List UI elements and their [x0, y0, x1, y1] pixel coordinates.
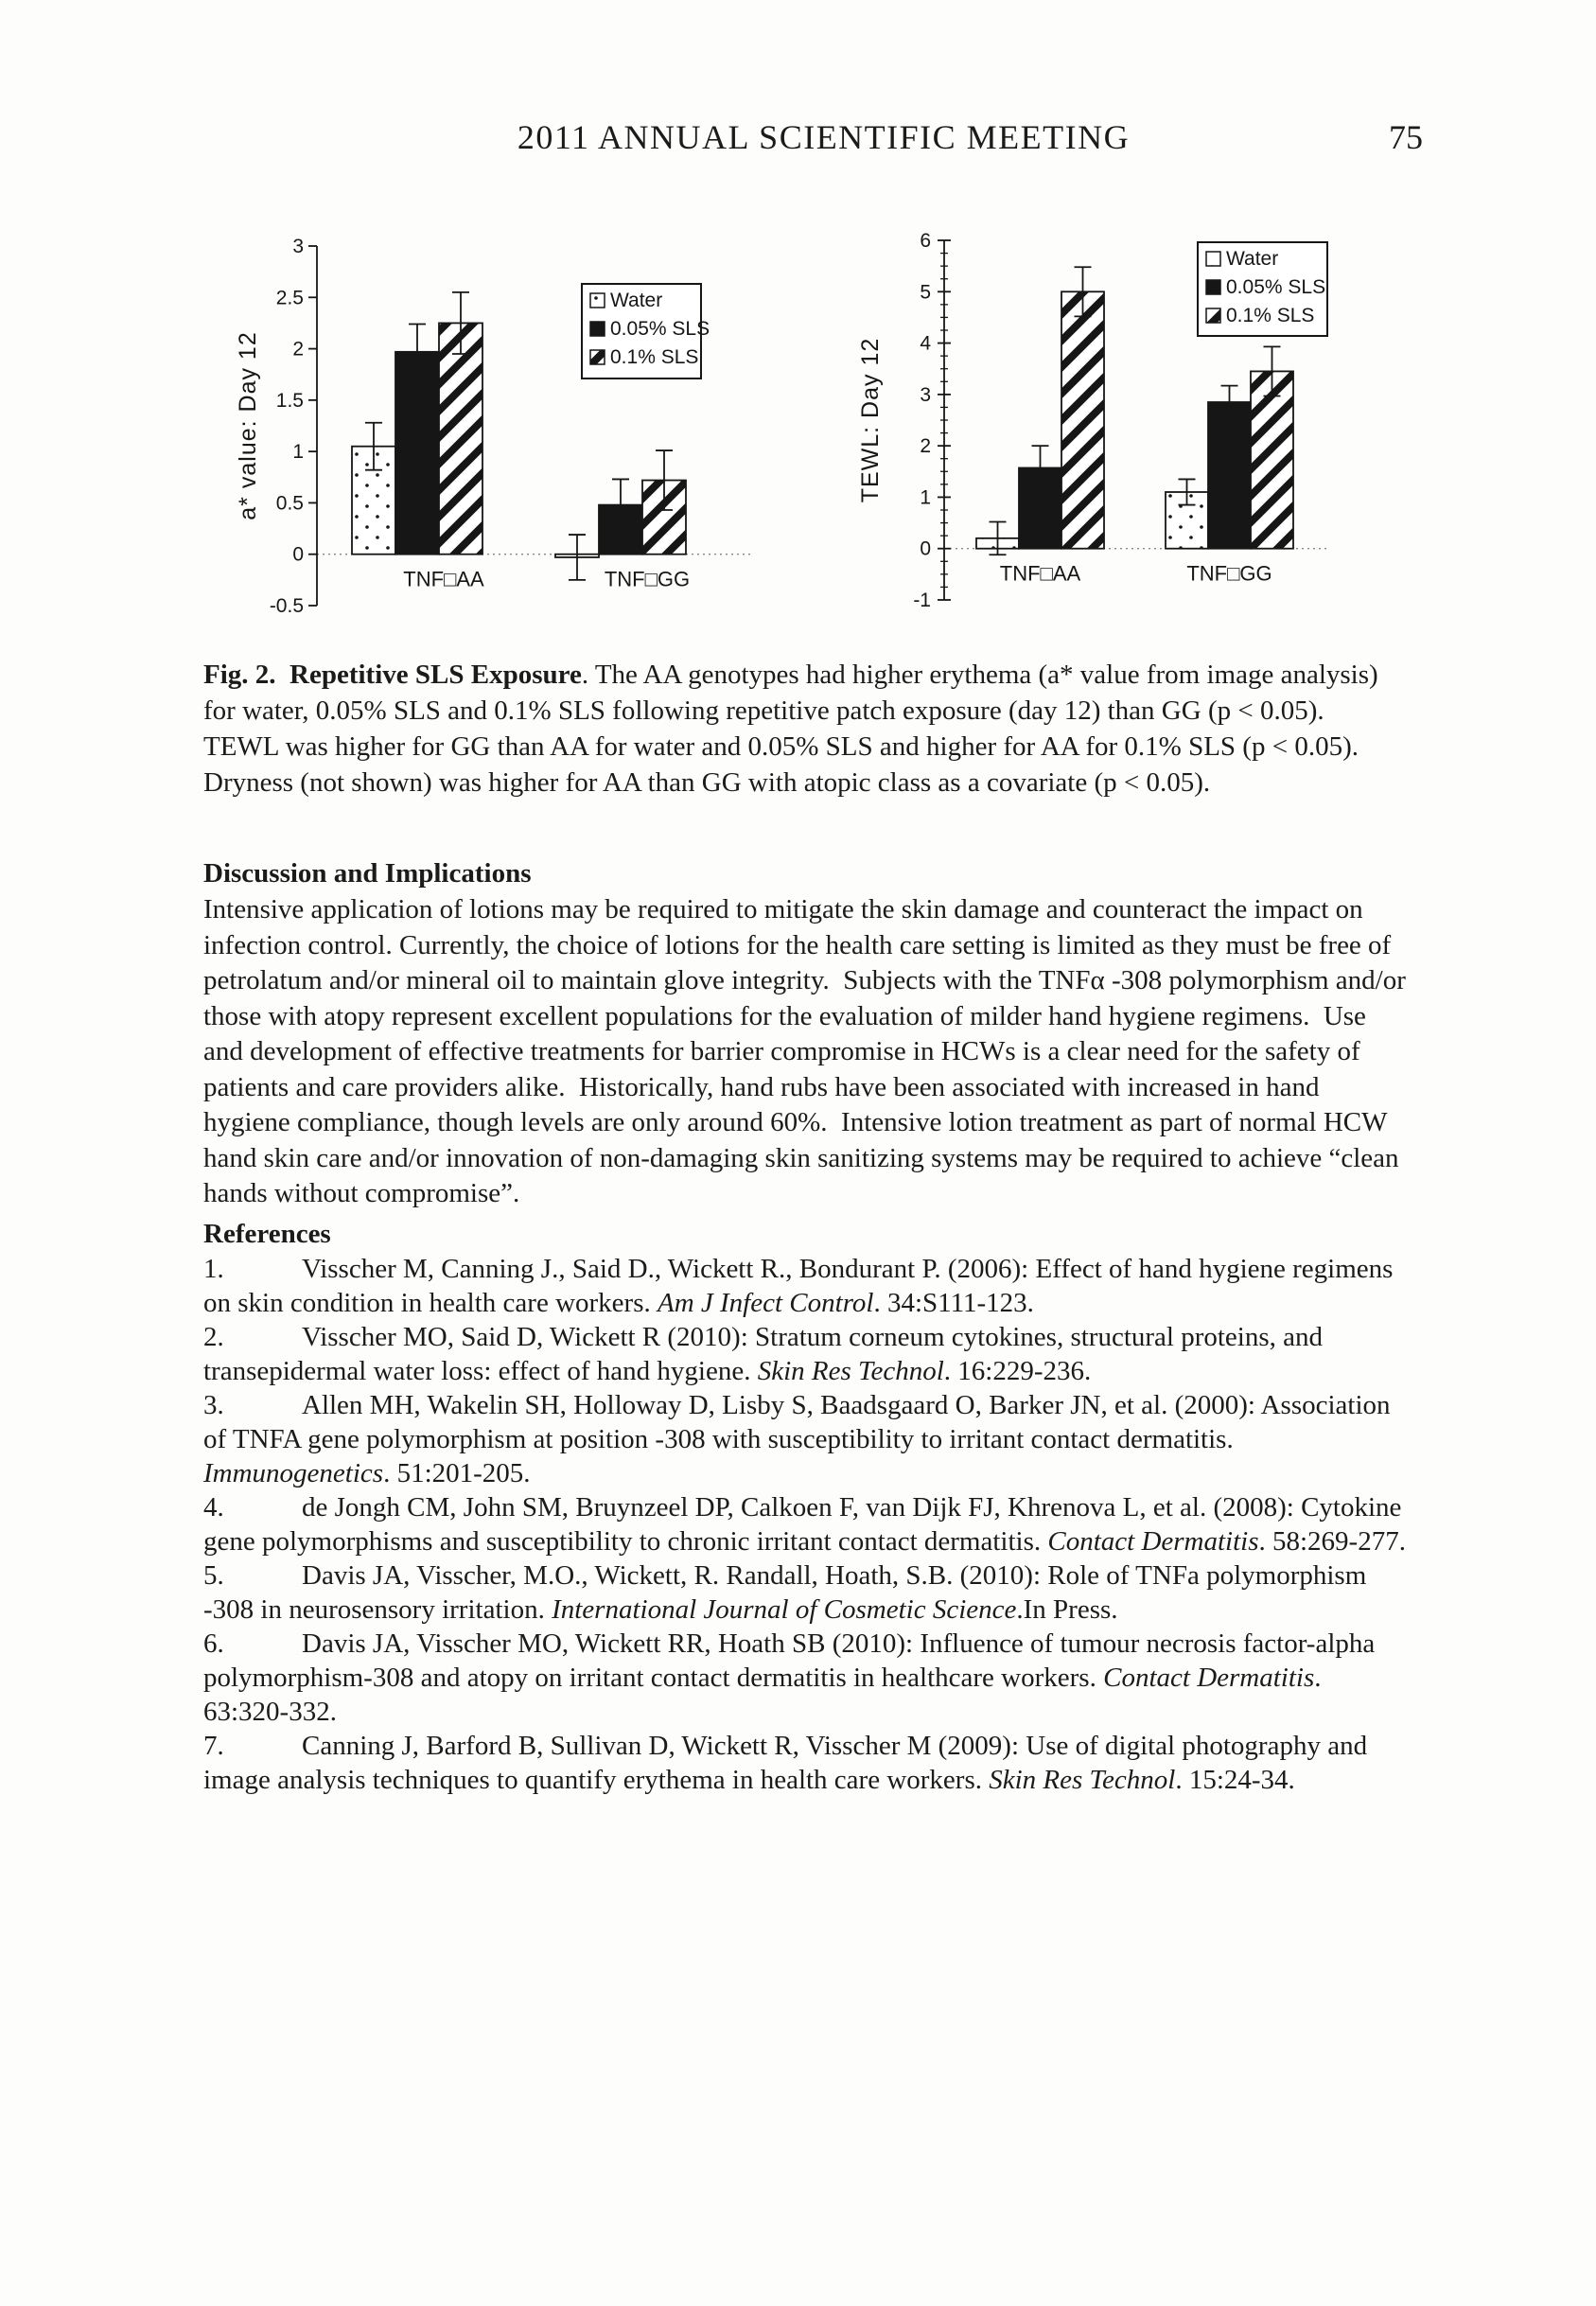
- legend: [1198, 242, 1327, 336]
- bar: [1251, 371, 1293, 548]
- reference-text: Davis JA, Visscher MO, Wickett RR, Hoath SB (2010): Influence of tumour necrosis factor-alpha polymorphism-308 and atopy on irritant contact dermatitis in healthcare workers.: [203, 1628, 1382, 1693]
- y-axis-title: TEWL: Day 12: [857, 337, 884, 503]
- reference-number: 6.: [203, 1628, 224, 1659]
- legend-swatch-dots: [1206, 252, 1220, 266]
- y-tick-label: 0.5: [275, 492, 304, 515]
- reference-text: Visscher MO, Said D, Wickett R (2010): Stratum corneum cytokines, structural proteins, and transepidermal water loss: effect of hand hygiene.: [203, 1322, 1330, 1386]
- category-label: TNF□AA: [999, 561, 1081, 586]
- legend-swatch-hatch: [1206, 308, 1220, 323]
- reference-text: .In Press.: [1016, 1594, 1118, 1625]
- figure-caption-text: . The AA genotypes had higher erythema (a* value from image analysis) for water, 0.05% SLS and 0.1% SLS following repetitive patch exposure (day 12) than GG (p < 0.05). TEWL was higher for GG than AA for water and 0.05% SLS and higher for AA for 0.1% SLS (p < 0.05). Dryness (not shown) was higher for AA than GG with atopic class as a covariate (p < 0.05).: [203, 660, 1385, 798]
- running-title: 2011 ANNUAL SCIENTIFIC MEETING: [517, 118, 1131, 156]
- legend-label: Water: [1226, 248, 1279, 270]
- y-tick-label: 1.5: [275, 389, 304, 412]
- reference-journal: Am J Infect Control: [658, 1288, 874, 1318]
- reference-journal: International Journal of Cosmetic Science: [552, 1594, 1017, 1625]
- page-number: 75: [1389, 118, 1423, 156]
- y-tick-label: 0: [292, 543, 304, 566]
- y-tick-label: -0.5: [269, 595, 304, 617]
- references-heading: References: [203, 1219, 331, 1249]
- y-tick-label: 2: [292, 338, 304, 361]
- reference-item: [203, 1627, 1409, 1729]
- reference-list: [203, 1252, 1409, 1797]
- y-tick-label: 4: [920, 332, 931, 355]
- y-tick-label: 2: [920, 435, 931, 458]
- reference-number: 7.: [203, 1731, 224, 1761]
- reference-item: [203, 1490, 1409, 1558]
- y-tick-label: 2.5: [275, 287, 304, 309]
- y-tick-label: 1: [920, 486, 931, 509]
- legend-label: 0.05% SLS: [610, 318, 710, 340]
- reference-item: [203, 1320, 1409, 1388]
- legend-label: 0.05% SLS: [1226, 276, 1326, 298]
- reference-text: Canning J, Barford B, Sullivan D, Wickett R, Visscher M (2009): Use of digital photography and image analysis techniques to quantify erythema in health care workers.: [203, 1731, 1375, 1795]
- bar: [1208, 402, 1251, 549]
- legend-label: 0.1% SLS: [1226, 305, 1315, 326]
- reference-journal: Contact Dermatitis: [1103, 1663, 1315, 1693]
- erythema-bar-chart: [227, 199, 833, 672]
- bar: [1061, 291, 1104, 548]
- legend-label: Water: [610, 290, 663, 311]
- reference-number: 1.: [203, 1254, 224, 1284]
- reference-number: 5.: [203, 1560, 224, 1591]
- reference-text: de Jongh CM, John SM, Bruynzeel DP, Calkoen F, van Dijk FJ, Khrenova L, et al. (2008): Cytokine gene polymorphisms and susceptibility to chronic irritant contact dermatitis.: [203, 1492, 1409, 1557]
- y-axis: [270, 236, 317, 617]
- y-tick-label: 3: [920, 383, 931, 406]
- reference-number: 4.: [203, 1492, 224, 1523]
- reference-item: [203, 1729, 1409, 1797]
- category-label: TNF□AA: [403, 567, 484, 591]
- legend-label: 0.1% SLS: [610, 346, 699, 368]
- reference-journal: Immunogenetics: [203, 1458, 384, 1488]
- y-tick-label: -1: [913, 590, 931, 611]
- y-tick-label: 5: [920, 281, 931, 304]
- legend-swatch-solid: [1206, 280, 1220, 294]
- category-label: TNF□GG: [604, 567, 691, 591]
- discussion-section: [203, 856, 1413, 1212]
- figure-caption: [203, 657, 1407, 801]
- bar: [439, 323, 482, 554]
- legend-swatch-solid: [590, 322, 605, 336]
- tewl-bar-chart: [833, 199, 1457, 672]
- y-axis-title: a* value: Day 12: [235, 331, 261, 520]
- figure-caption-label: Fig. 2. Repetitive SLS Exposure: [203, 660, 582, 690]
- reference-item: [203, 1252, 1409, 1320]
- reference-text: . 15:24-34.: [1175, 1765, 1295, 1795]
- discussion-heading: Discussion and Implications: [203, 858, 532, 889]
- reference-text: Allen MH, Wakelin SH, Holloway D, Lisby S, Baadsgaard O, Barker JN, et al. (2000): Association of TNFA gene polymorphism at position -308 with susceptibility to irritant contact dermatitis.: [203, 1390, 1397, 1454]
- y-axis: [913, 230, 951, 611]
- reference-text: . 51:201-205.: [383, 1458, 531, 1488]
- bar: [395, 352, 439, 554]
- reference-item: [203, 1388, 1409, 1490]
- y-tick-label: 0: [920, 537, 931, 560]
- reference-number: 3.: [203, 1390, 224, 1420]
- reference-text: . 34:S111-123.: [873, 1288, 1034, 1318]
- legend: [582, 284, 710, 378]
- reference-text: Visscher M, Canning J., Said D., Wickett R., Bondurant P. (2006): Effect of hand hygiene regimens on skin condition in health care workers.: [203, 1254, 1400, 1318]
- reference-item: [203, 1558, 1409, 1627]
- y-tick-label: 3: [292, 236, 304, 257]
- reference-text: . 16:229-236.: [943, 1356, 1092, 1386]
- category-label: TNF□GG: [1186, 561, 1272, 586]
- reference-number: 2.: [203, 1322, 224, 1352]
- legend-swatch-dots: [590, 293, 605, 308]
- reference-journal: Skin Res Technol: [989, 1765, 1176, 1795]
- reference-text: . 63:320-332.: [203, 1663, 1328, 1727]
- reference-journal: Skin Res Technol: [757, 1356, 944, 1386]
- reference-text: Davis JA, Visscher, M.O., Wickett, R. Randall, Hoath, S.B. (2010): Role of TNFa polymorphism -308 in neurosensory irritation.: [203, 1560, 1374, 1625]
- legend-swatch-hatch: [590, 350, 605, 364]
- reference-journal: Contact Dermatitis: [1047, 1526, 1259, 1557]
- discussion-body: Intensive application of lotions may be required to mitigate the skin damage and counteract the impact on infection control. Currently, the choice of lotions for the health care setting is limited as they must be free of petrolatum and/or mineral oil to maintain glove integrity. Subjects with the TNFα -308 polymorphism and/or those with atopy represent excellent populations for the evaluation of milder hand hygiene regimens. Use and development of effective treatments for barrier compromise in HCWs is a clear need for the safety of patients and care providers alike. Historically, hand rubs have been associated with increased in hand hygiene compliance, though levels are only around 60%. Intensive lotion treatment as part of normal HCW hand skin care and/or innovation of non-damaging skin sanitizing systems may be required to achieve “clean hands without compromise”.: [203, 894, 1413, 1208]
- y-tick-label: 1: [292, 441, 304, 464]
- references-section: [203, 1217, 1409, 1797]
- y-tick-label: 6: [920, 230, 931, 252]
- reference-text: . 58:269-277.: [1258, 1526, 1406, 1557]
